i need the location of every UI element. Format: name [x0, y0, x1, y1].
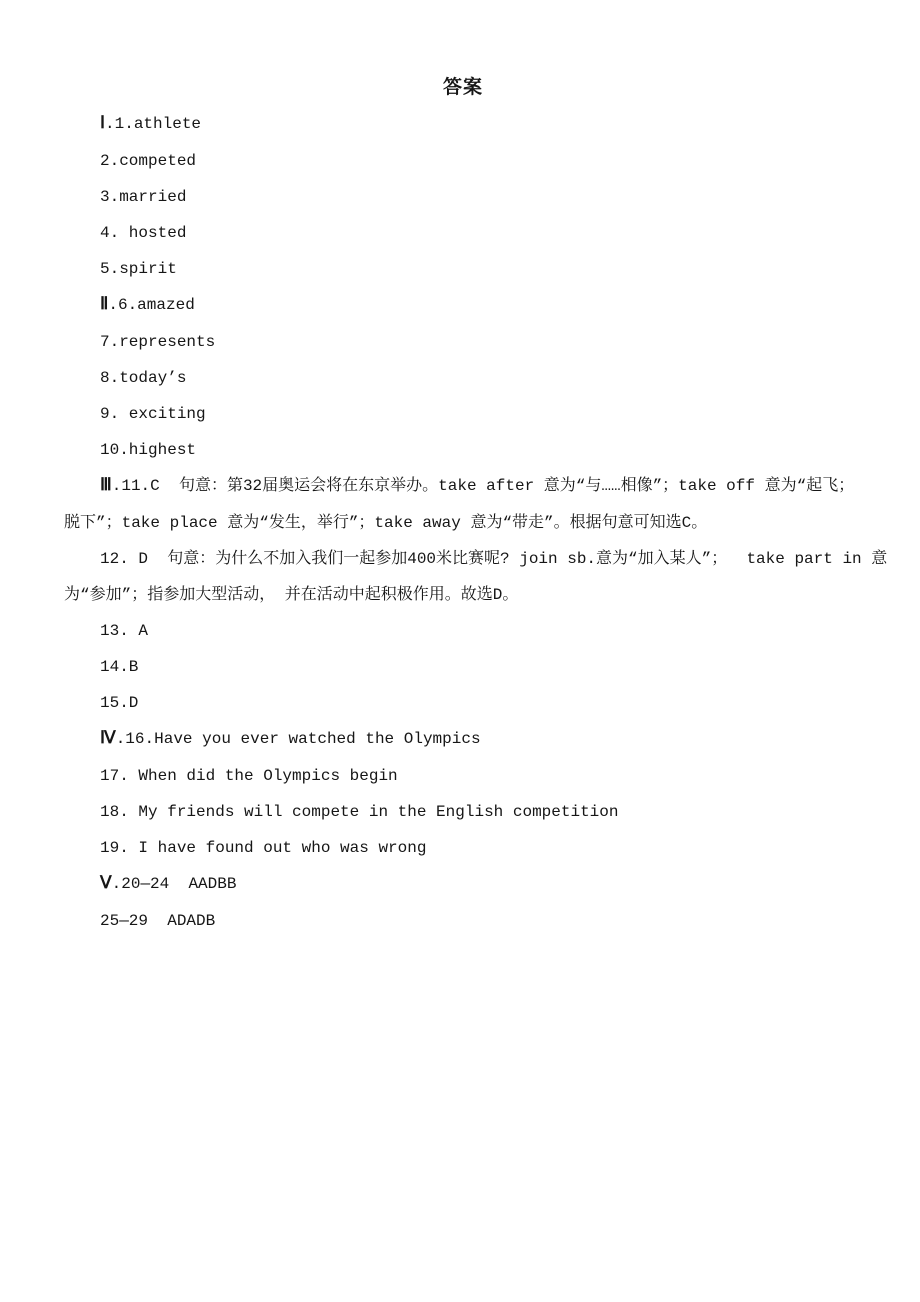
section-numeral: Ⅱ	[100, 296, 109, 315]
answer-line-text: 脱下”；take place 意为“发生，举行”；take away 意为“带走”。根据句意可知选C。	[64, 514, 708, 532]
answer-line-6	[64, 287, 862, 324]
answer-line-text: 14.B	[100, 658, 139, 676]
answer-line-text: .11.C 句意：第32届奥运会将在东京举办。take after 意为“与……相像”；take off 意为“起飞；	[111, 477, 855, 495]
answer-line-9	[64, 396, 862, 432]
answer-line-text: 17. When did the Olympics begin	[100, 767, 398, 785]
answer-line-text: 9. exciting	[100, 405, 206, 423]
answer-line-text: 12. D 句意：为什么不加入我们一起参加400米比赛呢? join sb.意为“加入某人”； take part in 意	[100, 550, 888, 568]
answer-line-17	[64, 685, 862, 721]
answer-line-18	[64, 721, 862, 758]
answer-line-text: 10.highest	[100, 441, 197, 459]
answer-line-21	[64, 830, 862, 866]
answer-line-text: 13. A	[100, 622, 149, 640]
section-numeral: Ⅰ	[100, 115, 106, 134]
answer-line-7	[64, 324, 862, 360]
answer-line-text: .20—24 AADBB	[111, 875, 237, 893]
answer-line-2	[64, 143, 862, 179]
answer-line-text: 5.spirit	[100, 260, 177, 278]
answer-line-text: 8.today’s	[100, 369, 187, 387]
answer-line-4	[64, 215, 862, 251]
answer-line-text: .1.athlete	[105, 115, 202, 133]
section-numeral: Ⅲ	[100, 477, 112, 496]
section-numeral: Ⅳ	[100, 730, 116, 749]
answer-line-text: 为“参加”；指参加大型活动， 并在活动中起积极作用。故选D。	[64, 586, 519, 604]
answer-line-text: 4. hosted	[100, 224, 187, 242]
answer-line-20	[64, 794, 862, 830]
page-title: 答案	[442, 77, 483, 99]
answer-line-13	[64, 541, 888, 577]
answer-line-16	[64, 649, 862, 685]
answer-line-text: 2.competed	[100, 152, 197, 170]
answer-line-19	[64, 758, 862, 794]
answer-line-15	[64, 613, 862, 649]
answer-line-3	[64, 179, 862, 215]
answer-line-14	[64, 577, 862, 613]
answer-line-12	[64, 505, 862, 541]
answer-line-23	[64, 903, 862, 939]
answer-line-1	[64, 106, 862, 143]
answer-lines-container	[64, 106, 888, 939]
answer-line-10	[64, 432, 862, 468]
answer-line-text: 3.married	[100, 188, 187, 206]
answer-line-text: 25—29 ADADB	[100, 912, 216, 930]
answer-line-22	[64, 866, 862, 903]
answer-line-text: 15.D	[100, 694, 139, 712]
answer-line-text: 19. I have found out who was wrong	[100, 839, 427, 857]
answer-line-8	[64, 360, 862, 396]
answer-line-text: 7.represents	[100, 333, 216, 351]
answer-line-text: 18. My friends will compete in the English competition	[100, 803, 619, 821]
section-numeral: Ⅴ	[100, 875, 112, 894]
answer-line-text: .16.Have you ever watched the Olympics	[115, 730, 481, 748]
answer-line-11	[64, 468, 862, 505]
answer-line-5	[64, 251, 862, 287]
document-content	[64, 70, 888, 939]
answer-line-text: .6.amazed	[108, 296, 195, 314]
